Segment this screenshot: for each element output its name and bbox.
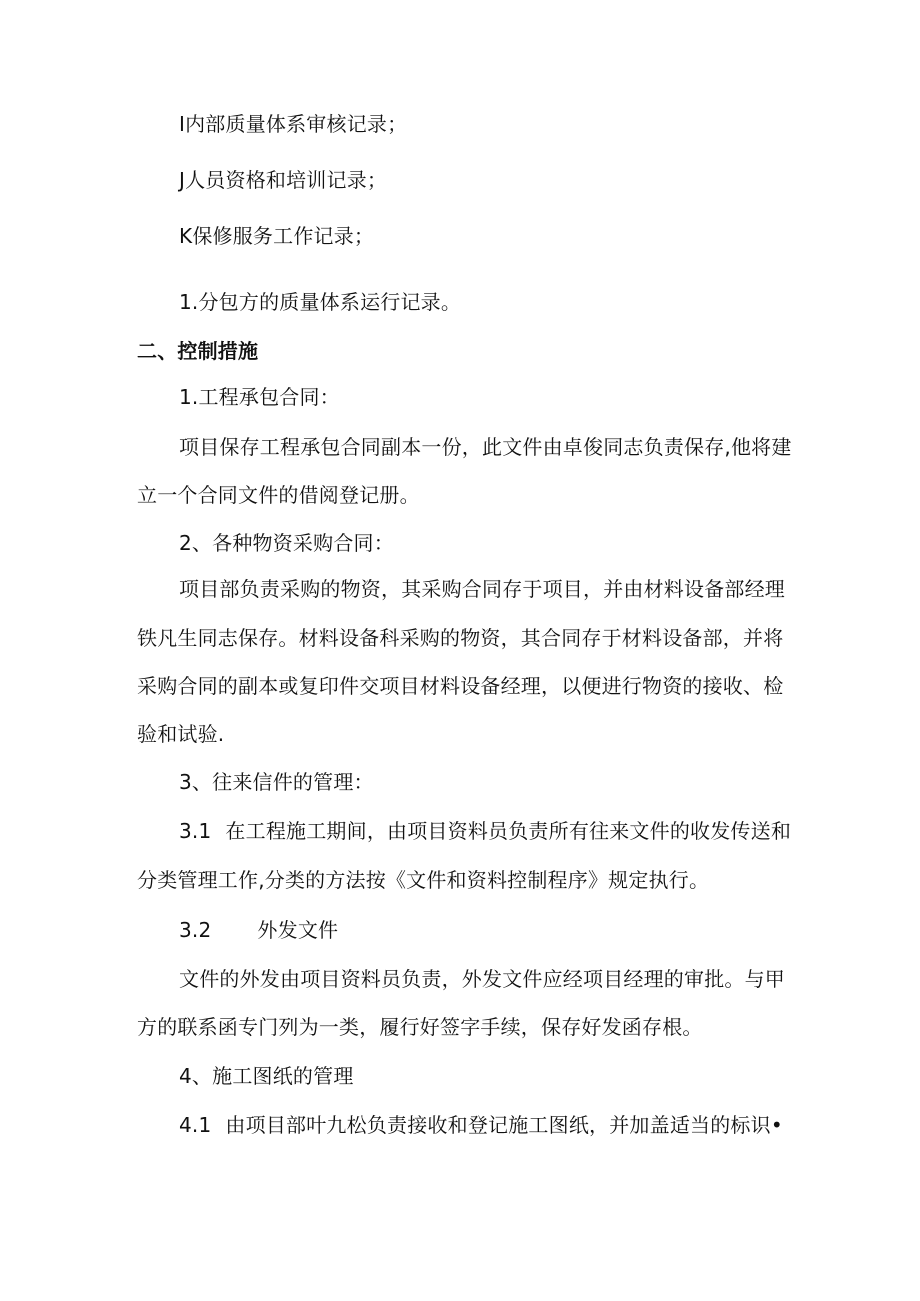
item2-body-line4: 验和试验. [137,722,225,746]
item3-title: 3、往来信件的管理： [179,770,374,794]
item3-2-body-line2: 方的联系函专门列为一类，履行好签字手续，保存好发函存根。 [137,1015,703,1039]
record-j: J人员资格和培训记录； [179,168,388,192]
item2-title: 2、各种物资采购合同： [179,531,394,555]
item3-2-body-line1: 文件的外发由项目资料员负责，外发文件应经项目经理的审批。与甲 [179,967,785,991]
item3-1-line1 [179,817,791,845]
item4-1-line1 [179,1111,783,1139]
item1-body-line1: 项目保存工程承包合同副本一份，此文件由卓俊同志负责保存,他将建 [179,435,792,459]
record-i: I内部质量体系审核记录； [179,112,408,136]
item4-1-text: 由项目部叶九松负责接收和登记施工图纸，并加盖适当的标识• [225,1113,783,1137]
item4-1-number: 4.1 [179,1113,212,1137]
item3-1-line2: 分类管理工作,分类的方法按《文件和资料控制程序》规定执行。 [137,868,710,892]
item4-title: 4、施工图纸的管理 [179,1064,354,1088]
item3-2-title: 外发文件 [257,918,339,942]
item2-body-line1: 项目部负责采购的物资，其采购合同存于项目，并由材料设备部经理 [179,577,785,601]
item3-1-number: 3.1 [179,819,212,843]
item2-body-line3: 采购合同的副本或复印件交项目材料设备经理，以便进行物资的接收、检 [137,674,784,698]
item1-title: 1.工程承包合同： [179,385,340,409]
item1-body-line2: 立一个合同文件的借阅登记册。 [137,483,420,507]
item2-body-line2: 铁凡生同志保存。材料设备科采购的物资，其合同存于材料设备部，并将 [137,626,784,650]
section-title: 二、控制措施 [137,339,259,363]
item3-2-heading [179,916,338,944]
item3-1-text: 在工程施工期间，由项目资料员负责所有往来文件的收发传送和 [225,819,792,843]
record-k: K保修服务工作记录； [179,224,375,248]
item3-2-number: 3.2 [179,918,212,942]
record-l: 1.分包方的质量体系运行记录。 [179,290,462,314]
